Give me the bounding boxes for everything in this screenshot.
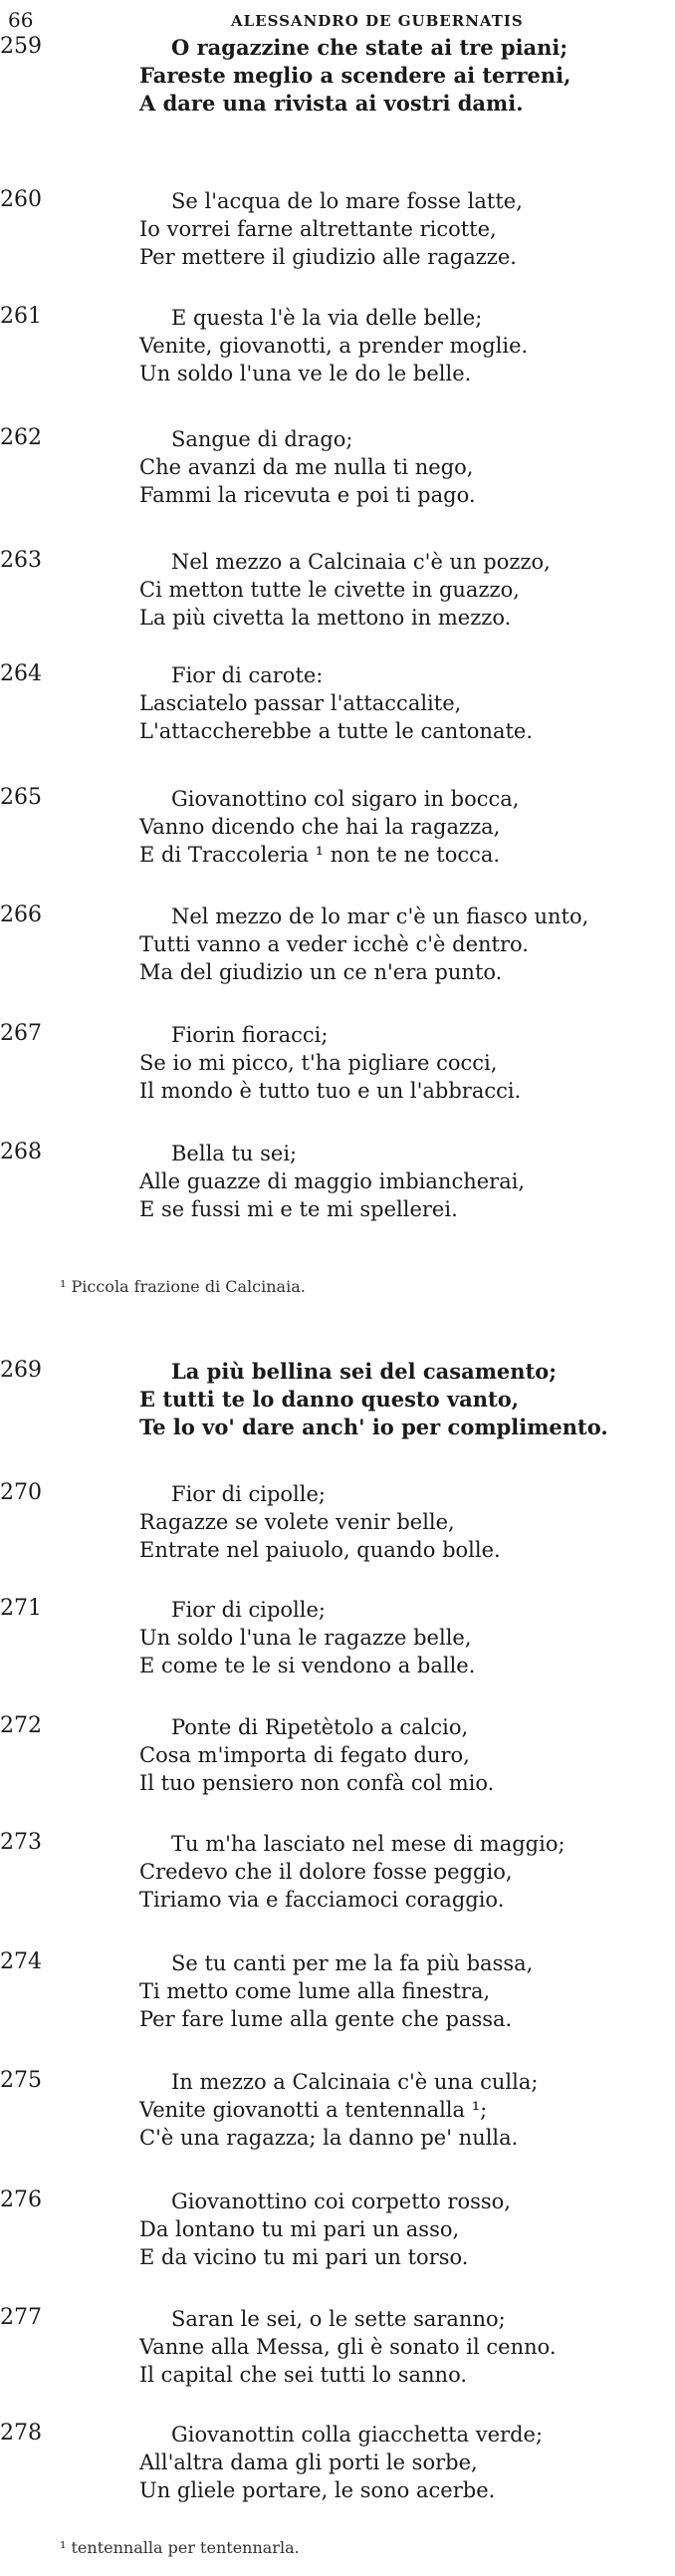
poem-lines [139,1021,663,1105]
verse-line: E come te le si vendono a balle. [139,1654,476,1677]
verse-line: Vanno dicendo che hai la ragazza, [139,815,501,839]
poem-number: 265 [0,785,42,810]
verse-line: Venite giovanotti a tentennalla ¹; [139,2098,488,2122]
verse-line: Ti metto come lume alla finestra, [139,1979,491,2003]
poem-number: 275 [0,2068,42,2093]
footnote: ¹ Piccola frazione di Calcinaia. [60,1277,306,1296]
poem-lines [139,304,663,387]
verse-line: L'attaccherebbe a tutte le cantonate. [139,719,534,743]
poem-lines [139,34,663,118]
verse-line: Nel mezzo de lo mar c'è un fiasco unto, [171,904,589,928]
poem-number: 277 [0,2305,42,2330]
poem-lines [139,661,663,745]
verse-line: E di Traccoleria ¹ non te ne tocca. [139,843,501,867]
poem-lines [139,902,663,986]
poem-lines [139,1358,663,1441]
poem-number: 274 [0,1949,42,1974]
verse-line: E se fussi mi e te mi spellerei. [139,1197,458,1221]
poem-lines [139,548,663,632]
verse-line: Giovanottin colla giacchetta verde; [171,2423,544,2447]
verse-line: Giovanottino col sigaro in bocca, [171,787,520,811]
poem-lines [139,1713,663,1797]
poem-number: 269 [0,1358,42,1383]
verse-line: Fior di carote: [171,663,324,687]
verse-line: Fareste meglio a scendere ai terreni, [139,63,571,88]
verse-line: Alle guazze di maggio imbiancherai, [139,1169,526,1193]
verse-line: Per mettere il giudizio alle ragazze. [139,245,517,269]
verse-line: Se io mi picco, t'ha pigliare cocci, [139,1051,498,1075]
poem-lines [139,2421,663,2504]
poem-number: 272 [0,1713,42,1738]
poem-lines [139,2305,663,2389]
poem-number: 267 [0,1021,42,1046]
verse-line: Tu m'ha lasciato nel mese di maggio; [171,1832,565,1856]
verse-line: O ragazzine che state ai tre piani; [171,35,568,60]
verse-line: Un gliele portare, le sono acerbe. [139,2478,496,2502]
verse-line: Ma del giudizio un ce n'era punto. [139,960,503,984]
verse-line: Un soldo l'una le ragazze belle, [139,1626,472,1650]
verse-line: Che avanzi da me nulla ti nego, [139,455,474,479]
verse-line: Entrate nel paiuolo, quando bolle. [139,1538,501,1562]
verse-line: Il capital che sei tutti lo sanno. [139,2363,468,2387]
footnote: ¹ tentennalla per tentennarla. [60,2538,300,2557]
verse-line: Da lontano tu mi pari un asso, [139,2217,460,2241]
poem-number: 262 [0,425,42,450]
verse-line: Fior di cipolle; [171,1598,326,1622]
verse-line: A dare una rivista ai vostri dami. [139,91,524,116]
verse-line: Io vorrei farne altrettante ricotte, [139,217,497,241]
verse-line: Ragazze se volete venir belle, [139,1510,455,1534]
verse-line: Te lo vo' dare anch' io per complimento. [139,1415,608,1439]
verse-line: Fammi la ricevuta e poi ti pago. [139,483,476,507]
verse-line: Credevo che il dolore fosse peggio, [139,1860,513,1884]
poem-number: 266 [0,902,42,927]
poem-number: 273 [0,1830,42,1855]
poem-number: 276 [0,2188,42,2212]
verse-line: Giovanottino coi corpetto rosso, [171,2190,511,2213]
verse-line: Il mondo è tutto tuo e un l'abbracci. [139,1079,522,1103]
verse-line: Lasciatelo passar l'attaccalite, [139,691,462,715]
poem-number: 260 [0,187,42,212]
verse-line: Ponte di Ripetètolo a calcio, [171,1715,469,1739]
poem-number: 259 [0,34,42,59]
running-title: ALESSANDRO DE GUBERNATIS [231,12,524,30]
poem-number: 268 [0,1140,42,1164]
verse-line: Bella tu sei; [171,1142,298,1165]
poem-number: 278 [0,2421,42,2446]
verse-line: Saran le sei, o le sette saranno; [171,2307,506,2331]
poem-lines [139,425,663,509]
verse-line: Fiorin fioracci; [171,1023,329,1047]
verse-line: Il tuo pensiero non confà col mio. [139,1771,495,1795]
verse-line: Per fare lume alla gente che passa. [139,2007,513,2031]
poem-lines [139,1480,663,1564]
verse-line: Tutti vanno a veder icchè c'è dentro. [139,932,529,956]
verse-line: Se tu canti per me la fa più bassa, [171,1951,534,1975]
verse-line: Cosa m'importa di fegato duro, [139,1743,470,1767]
poem-lines [139,1596,663,1679]
poem-lines [139,2068,663,2152]
verse-line: Nel mezzo a Calcinaia c'è un pozzo, [171,550,551,574]
verse-line: Se l'acqua de lo mare fosse latte, [171,189,523,213]
poem-number: 264 [0,661,42,686]
poem-number: 261 [0,304,42,329]
verse-line: In mezzo a Calcinaia c'è una culla; [171,2070,539,2094]
poem-lines [139,2188,663,2271]
poem-number: 270 [0,1480,42,1505]
poem-number: 263 [0,548,42,573]
verse-line: E questa l'è la via delle belle; [171,306,483,330]
poem-number: 271 [0,1596,42,1621]
poem-lines [139,1140,663,1223]
verse-line: La più civetta la mettono in mezzo. [139,606,512,630]
verse-line: Fior di cipolle; [171,1482,326,1506]
verse-line: Ci metton tutte le civette in guazzo, [139,578,520,602]
verse-line: Sangue di drago; [171,427,353,451]
verse-line: Venite, giovanotti, a prender moglie. [139,334,529,358]
poem-lines [139,1949,663,2033]
verse-line: E tutti te lo danno questo vanto, [139,1387,520,1412]
verse-line: Vanne alla Messa, gli è sonato il cenno. [139,2335,557,2359]
verse-line: Un soldo l'una ve le do le belle. [139,362,472,386]
verse-line: All'altra dama gli porti le sorbe, [139,2450,478,2474]
page-number: 66 [8,8,34,32]
verse-line: Tiriamo via e facciamoci coraggio. [139,1888,505,1912]
verse-line: E da vicino tu mi pari un torso. [139,2245,469,2269]
poem-lines [139,187,663,271]
verse-line: La più bellina sei del casamento; [171,1359,558,1384]
verse-line: C'è una ragazza; la danno pe' nulla. [139,2126,519,2150]
poem-lines [139,1830,663,1914]
poem-lines [139,785,663,869]
